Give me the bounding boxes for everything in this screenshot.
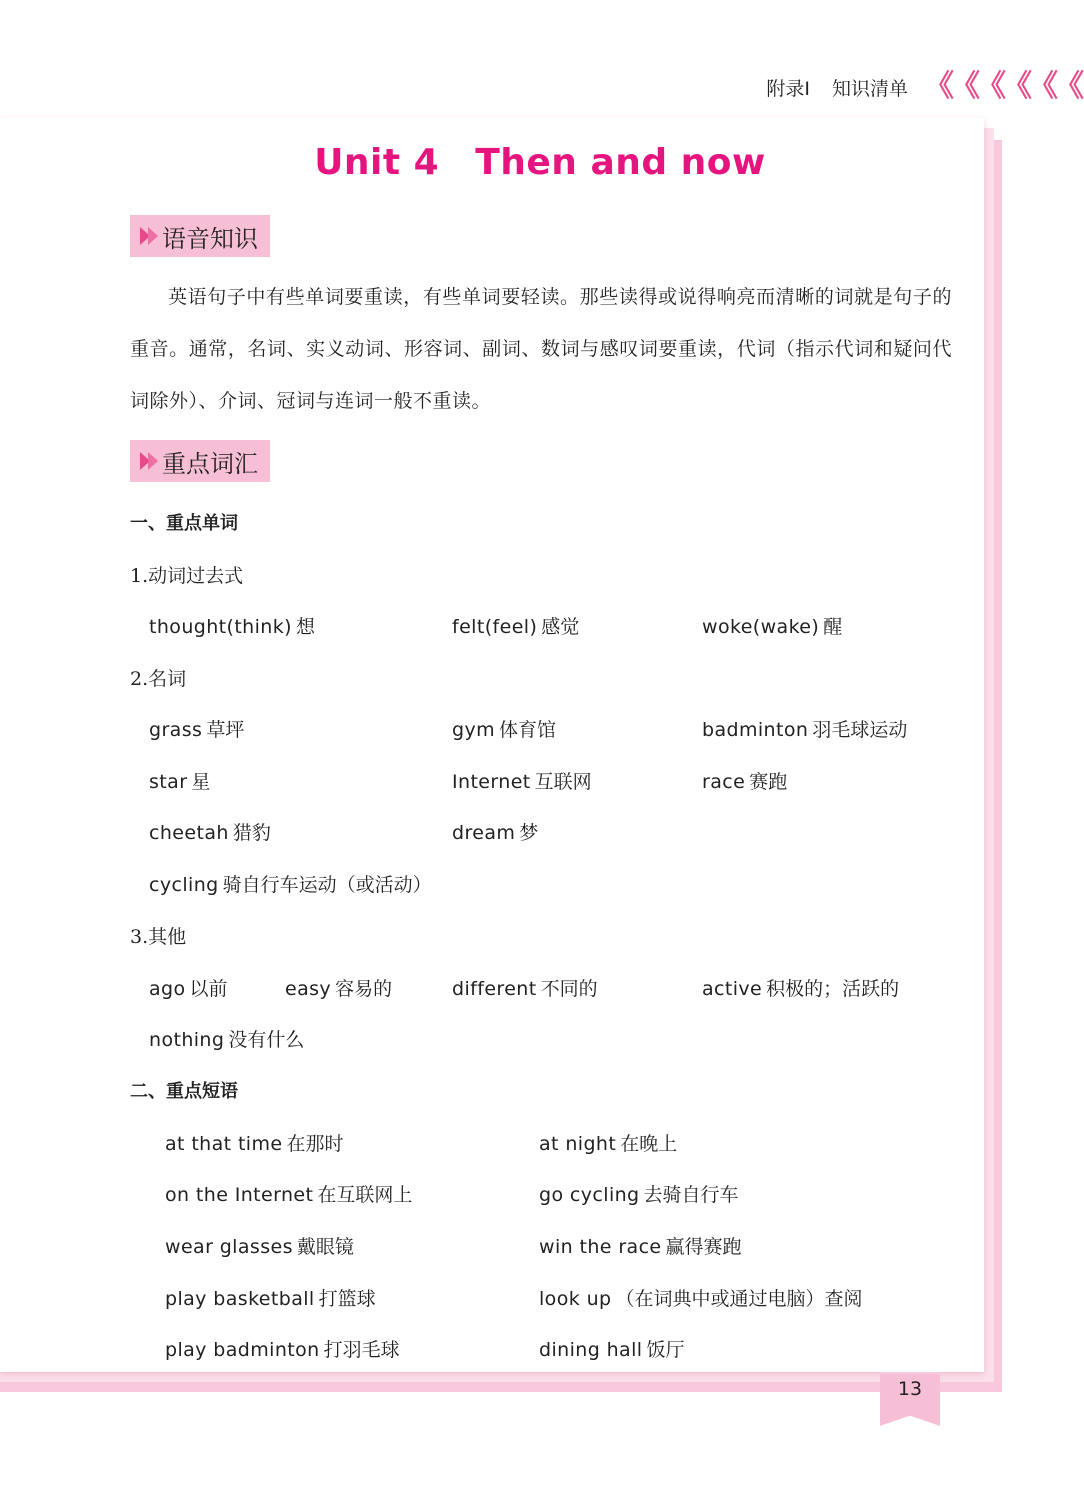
word-item: thought(think) 想 [149, 616, 315, 638]
phrase-item: at that time 在那时 [165, 1133, 344, 1155]
page-number: 13 [897, 1378, 923, 1400]
section-header-vocab [130, 440, 270, 482]
section-header-phonetics [130, 215, 270, 257]
word-item: different 不同的 [452, 978, 598, 1000]
double-arrow-icon [140, 452, 156, 470]
phrase-item: go cycling 去骑自行车 [539, 1184, 739, 1206]
phrase-item: look up （在词典中或通过电脑）查阅 [539, 1288, 863, 1310]
word-item: felt(feel) 感觉 [452, 616, 580, 638]
word-item: race 赛跑 [702, 771, 788, 793]
section-title: 重点词汇 [162, 449, 258, 478]
verbs-label: 1.动词过去式 [130, 565, 244, 587]
phrase-item: wear glasses 戴眼镜 [165, 1236, 354, 1258]
running-header [766, 69, 1084, 104]
phrase-item: at night 在晚上 [539, 1133, 678, 1155]
section-title: 语音知识 [162, 224, 258, 253]
phrase-item: play badminton 打羽毛球 [165, 1339, 400, 1361]
chevron-decoration-icon: 《 《 《 《 《 《 [924, 69, 1084, 104]
word-item: active 积极的；活跃的 [702, 978, 900, 1000]
appendix-label: 附录Ⅰ [766, 77, 810, 100]
word-item: gym 体育馆 [452, 719, 557, 741]
word-item: dream 梦 [452, 822, 539, 844]
word-item: star 星 [149, 771, 211, 793]
unit-title [0, 142, 1080, 183]
unit-number: Unit 4 [314, 142, 440, 183]
nouns-label: 2.名词 [130, 668, 187, 690]
phrase-item: play basketball 打篮球 [165, 1288, 376, 1310]
phrase-item: dining hall 饭厅 [539, 1339, 685, 1361]
words-heading: 一、重点单词 [130, 513, 238, 534]
phonetics-paragraph: 英语句子中有些单词要重读，有些单词要轻读。那些读得或说得响亮而清晰的词就是句子的重音。通常，名词、实义动词、形容词、副词、数词与感叹词要重读，代词（指示代词和疑问代词除外）、介词、冠词与连词一般不重读。 [130, 286, 952, 412]
word-item: cycling 骑自行车运动（或活动） [149, 874, 432, 896]
word-item: grass 草坪 [149, 719, 245, 741]
word-item: ago 以前 [149, 978, 228, 1000]
word-item: easy 容易的 [285, 978, 393, 1000]
phrase-item: on the Internet 在互联网上 [165, 1184, 413, 1206]
word-item: nothing 没有什么 [149, 1029, 305, 1051]
others-label: 3.其他 [130, 926, 187, 948]
word-item: cheetah 猎豹 [149, 822, 271, 844]
phrase-item: win the race 赢得赛跑 [539, 1236, 742, 1258]
phrases-heading: 二、重点短语 [130, 1081, 238, 1102]
word-item: woke(wake) 醒 [702, 616, 843, 638]
word-item: Internet 互联网 [452, 771, 592, 793]
word-item: badminton 羽毛球运动 [702, 719, 908, 741]
double-arrow-icon [140, 227, 156, 245]
unit-topic: Then and now [475, 142, 766, 183]
section-label: 知识清单 [831, 77, 908, 100]
